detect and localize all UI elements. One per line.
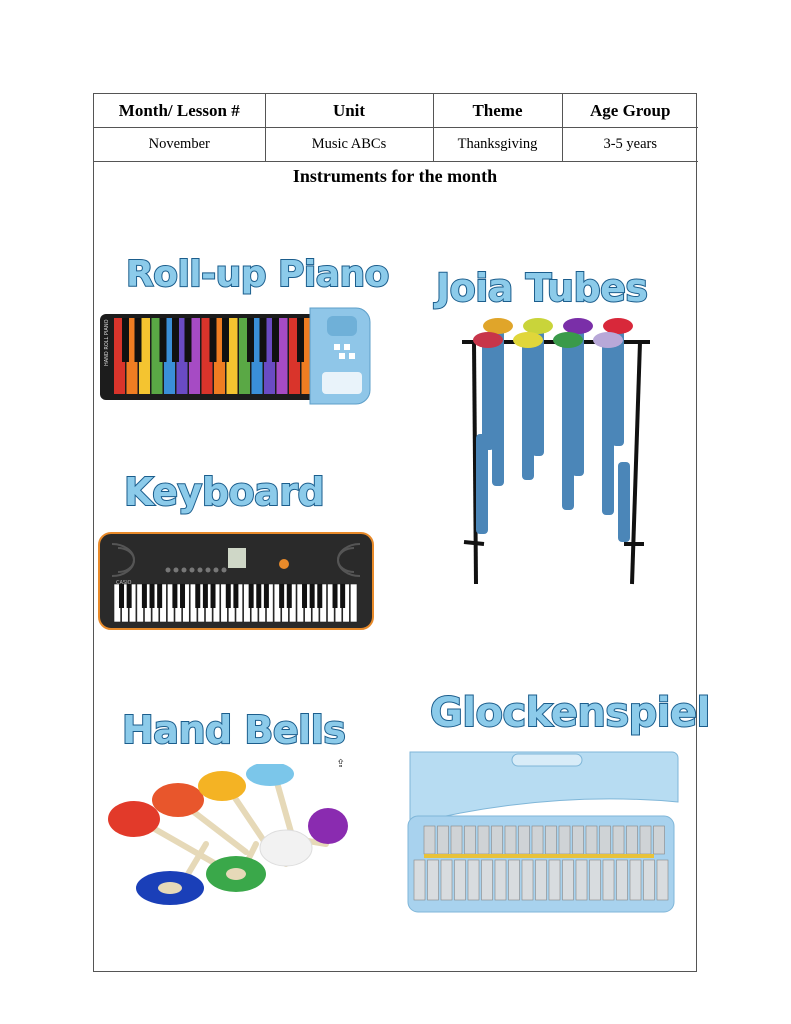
hand-bells-title: Hand Bells	[122, 708, 346, 752]
cell-unit: Music ABCs	[265, 128, 433, 162]
glockenspiel-bar	[438, 826, 449, 854]
joia-tube-cap	[523, 318, 553, 334]
header-age-group: Age Group	[562, 94, 698, 128]
joia-tube-cap	[553, 332, 583, 348]
glockenspiel-bar	[617, 860, 628, 900]
keyboard-button	[166, 568, 171, 573]
glockenspiel-bar	[424, 826, 435, 854]
glockenspiel-title: Glockenspiel	[430, 690, 710, 736]
glockenspiel-bar	[644, 860, 655, 900]
keyboard-button	[206, 568, 211, 573]
piano-black-key	[135, 318, 142, 362]
glockenspiel-bar	[492, 826, 503, 854]
table-header-row	[94, 94, 698, 128]
glockenspiel-bar	[441, 860, 452, 900]
keyboard-button	[182, 568, 187, 573]
piano-black-key	[172, 318, 179, 362]
joia-tube	[562, 340, 574, 510]
keyboard-black-key	[302, 584, 307, 608]
joia-tube-cap	[603, 318, 633, 334]
lesson-document	[93, 93, 710, 972]
glockenspiel-bar	[603, 860, 614, 900]
keyboard-black-key	[264, 584, 269, 608]
piano-black-key	[247, 318, 254, 362]
piano-black-key	[272, 318, 279, 362]
glockenspiel-bar	[509, 860, 520, 900]
joia-tube	[602, 340, 614, 515]
keyboard-black-key	[150, 584, 155, 608]
keyboard-black-key	[279, 584, 284, 608]
table-row	[94, 128, 698, 162]
cell-theme: Thanksgiving	[433, 128, 562, 162]
glockenspiel-bar	[549, 860, 560, 900]
piano-black-key	[210, 318, 217, 362]
keyboard-black-key	[249, 584, 254, 608]
header-theme: Theme	[433, 94, 562, 128]
keyboard-white-key	[350, 584, 357, 622]
joia-tube	[522, 340, 534, 480]
piano-black-key	[222, 318, 229, 362]
lesson-info-table	[94, 94, 698, 162]
piano-black-key	[160, 318, 167, 362]
joia-tube-cap	[513, 332, 543, 348]
cell-age-group: 3-5 years	[562, 128, 698, 162]
keyboard-black-key	[203, 584, 208, 608]
keyboard-button	[198, 568, 203, 573]
keyboard-black-key	[195, 584, 200, 608]
section-title: Instruments for the month	[292, 166, 498, 186]
glockenspiel-bar	[657, 860, 668, 900]
roll-up-piano-title: Roll-up Piano	[126, 254, 389, 295]
header-unit: Unit	[265, 94, 433, 128]
keyboard-black-key	[310, 584, 315, 608]
keyboard-black-key	[211, 584, 216, 608]
glockenspiel-bar	[478, 826, 489, 854]
joia-tube-cap	[473, 332, 503, 348]
hand-bells-image	[106, 764, 351, 909]
piano-black-key	[297, 318, 304, 362]
glockenspiel-bar	[654, 826, 665, 854]
glockenspiel-bar	[640, 826, 651, 854]
roll-up-piano-image	[100, 306, 372, 406]
keyboard-black-key	[340, 584, 345, 608]
glockenspiel-bar	[536, 860, 547, 900]
keyboard-black-key	[127, 584, 132, 608]
glockenspiel-bar	[522, 860, 533, 900]
share-icon[interactable]: ⇪	[336, 757, 346, 770]
keyboard-image	[98, 532, 374, 630]
glockenspiel-bar	[414, 860, 425, 900]
keyboard-black-key	[157, 584, 162, 608]
glockenspiel-bar	[495, 860, 506, 900]
keyboard-black-key	[333, 584, 338, 608]
joia-tube-cap	[563, 318, 593, 334]
glockenspiel-bar	[573, 826, 584, 854]
keyboard-black-key	[317, 584, 322, 608]
keyboard-black-key	[256, 584, 261, 608]
keyboard-button	[214, 568, 219, 573]
glockenspiel-bar	[519, 826, 530, 854]
piano-black-key	[185, 318, 192, 362]
glockenspiel-bar	[559, 826, 570, 854]
glockenspiel-bar	[546, 826, 557, 854]
glockenspiel-bar	[482, 860, 493, 900]
joia-tube	[618, 462, 630, 542]
joia-tube-cap	[593, 332, 623, 348]
glockenspiel-bar	[455, 860, 466, 900]
keyboard-title: Keyboard	[124, 470, 325, 514]
piano-black-key	[260, 318, 267, 362]
joia-tube	[482, 340, 494, 450]
glockenspiel-bar	[627, 826, 638, 854]
glockenspiel-bar	[532, 826, 543, 854]
glockenspiel-bar	[613, 826, 624, 854]
glockenspiel-bar	[563, 860, 574, 900]
glockenspiel-bar	[600, 826, 611, 854]
joia-tubes-image	[454, 312, 654, 587]
keyboard-black-key	[142, 584, 147, 608]
keyboard-black-key	[172, 584, 177, 608]
glockenspiel-bar	[465, 826, 476, 854]
glockenspiel-bar	[590, 860, 601, 900]
keyboard-black-key	[233, 584, 238, 608]
glockenspiel-bar	[451, 826, 462, 854]
header-month-lesson: Month/ Lesson #	[94, 94, 265, 128]
joia-tubes-title: Joia Tubes	[436, 266, 648, 310]
keyboard-button	[190, 568, 195, 573]
piano-black-key	[122, 318, 129, 362]
glockenspiel-bar	[428, 860, 439, 900]
cell-month: November	[94, 128, 265, 162]
glockenspiel-mallet	[424, 854, 654, 858]
keyboard-button	[222, 568, 227, 573]
glockenspiel-image	[404, 746, 680, 914]
joia-tube-cap	[483, 318, 513, 334]
glockenspiel-bar	[468, 860, 479, 900]
joia-tube	[476, 434, 488, 534]
glockenspiel-bar	[630, 860, 641, 900]
glockenspiel-bar	[505, 826, 516, 854]
glockenspiel-bar	[586, 826, 597, 854]
keyboard-black-key	[119, 584, 124, 608]
keyboard-brand-text: CASIO	[116, 580, 132, 586]
piano-brand-text: HAND ROLL PIANO	[104, 319, 110, 366]
keyboard-black-key	[287, 584, 292, 608]
keyboard-button	[174, 568, 179, 573]
keyboard-black-key	[180, 584, 185, 608]
keyboard-black-key	[226, 584, 231, 608]
glockenspiel-bar	[576, 860, 587, 900]
